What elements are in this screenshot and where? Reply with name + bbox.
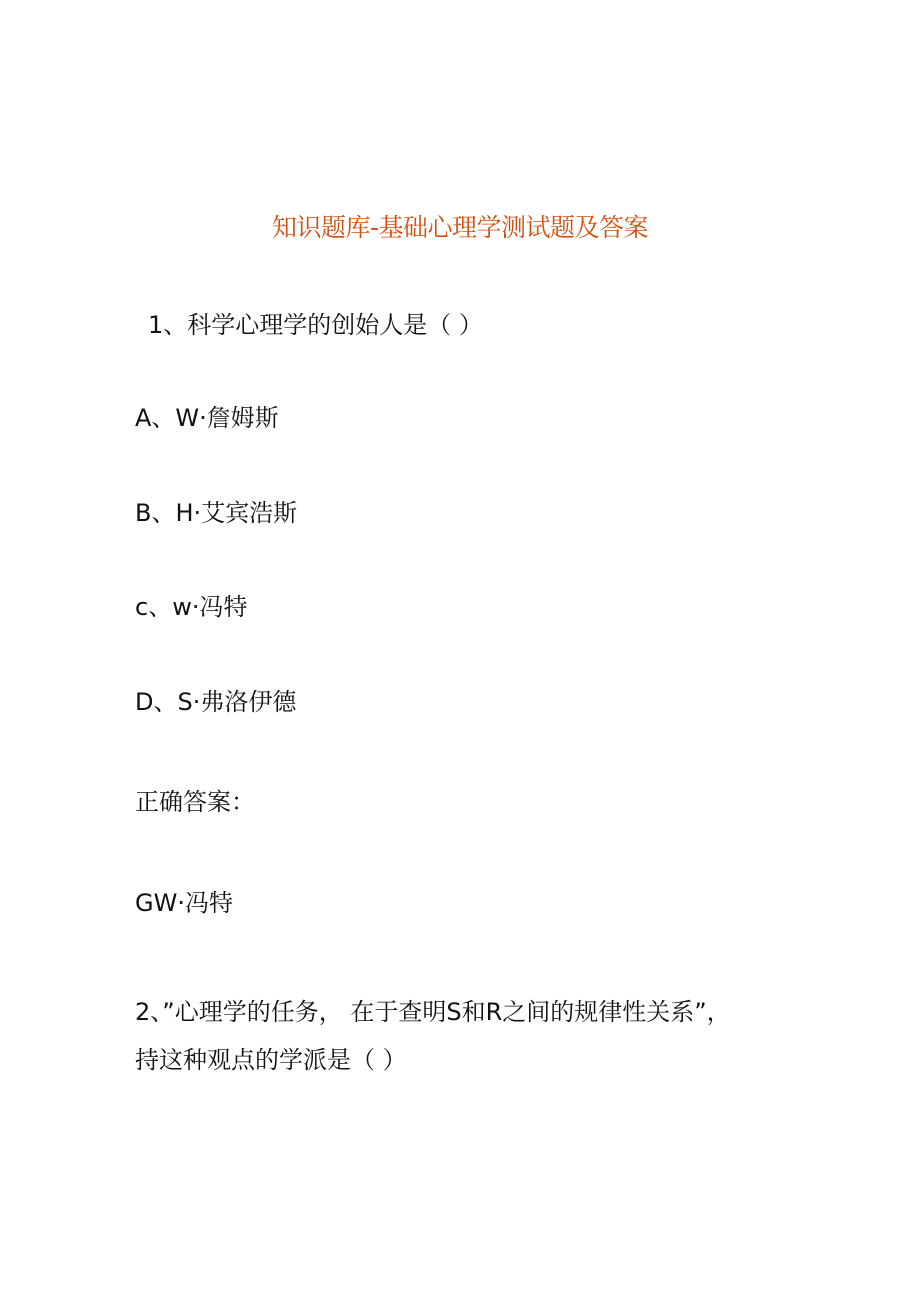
question-2-stem-line-1: 2、”心理学的任务， 在于查明S和R之间的规律性关系”， — [135, 998, 731, 1026]
answer-value: GW·冯特 — [135, 889, 233, 917]
answer-label: 正确答案： — [135, 788, 255, 816]
document-title: 知识题库-基础心理学测试题及答案 — [271, 213, 649, 242]
question-1-option-d: D、S·弗洛伊德 — [135, 688, 297, 716]
question-2-stem-line-2: 持这种观点的学派是（ ） — [135, 1046, 407, 1074]
question-1-option-a: A、W·詹姆斯 — [135, 404, 279, 432]
question-1-stem: 1、科学心理学的创始人是（ ） — [148, 311, 483, 339]
question-1-option-c: c、w·冯特 — [135, 593, 248, 621]
question-1-option-b: B、H·艾宾浩斯 — [135, 499, 298, 527]
